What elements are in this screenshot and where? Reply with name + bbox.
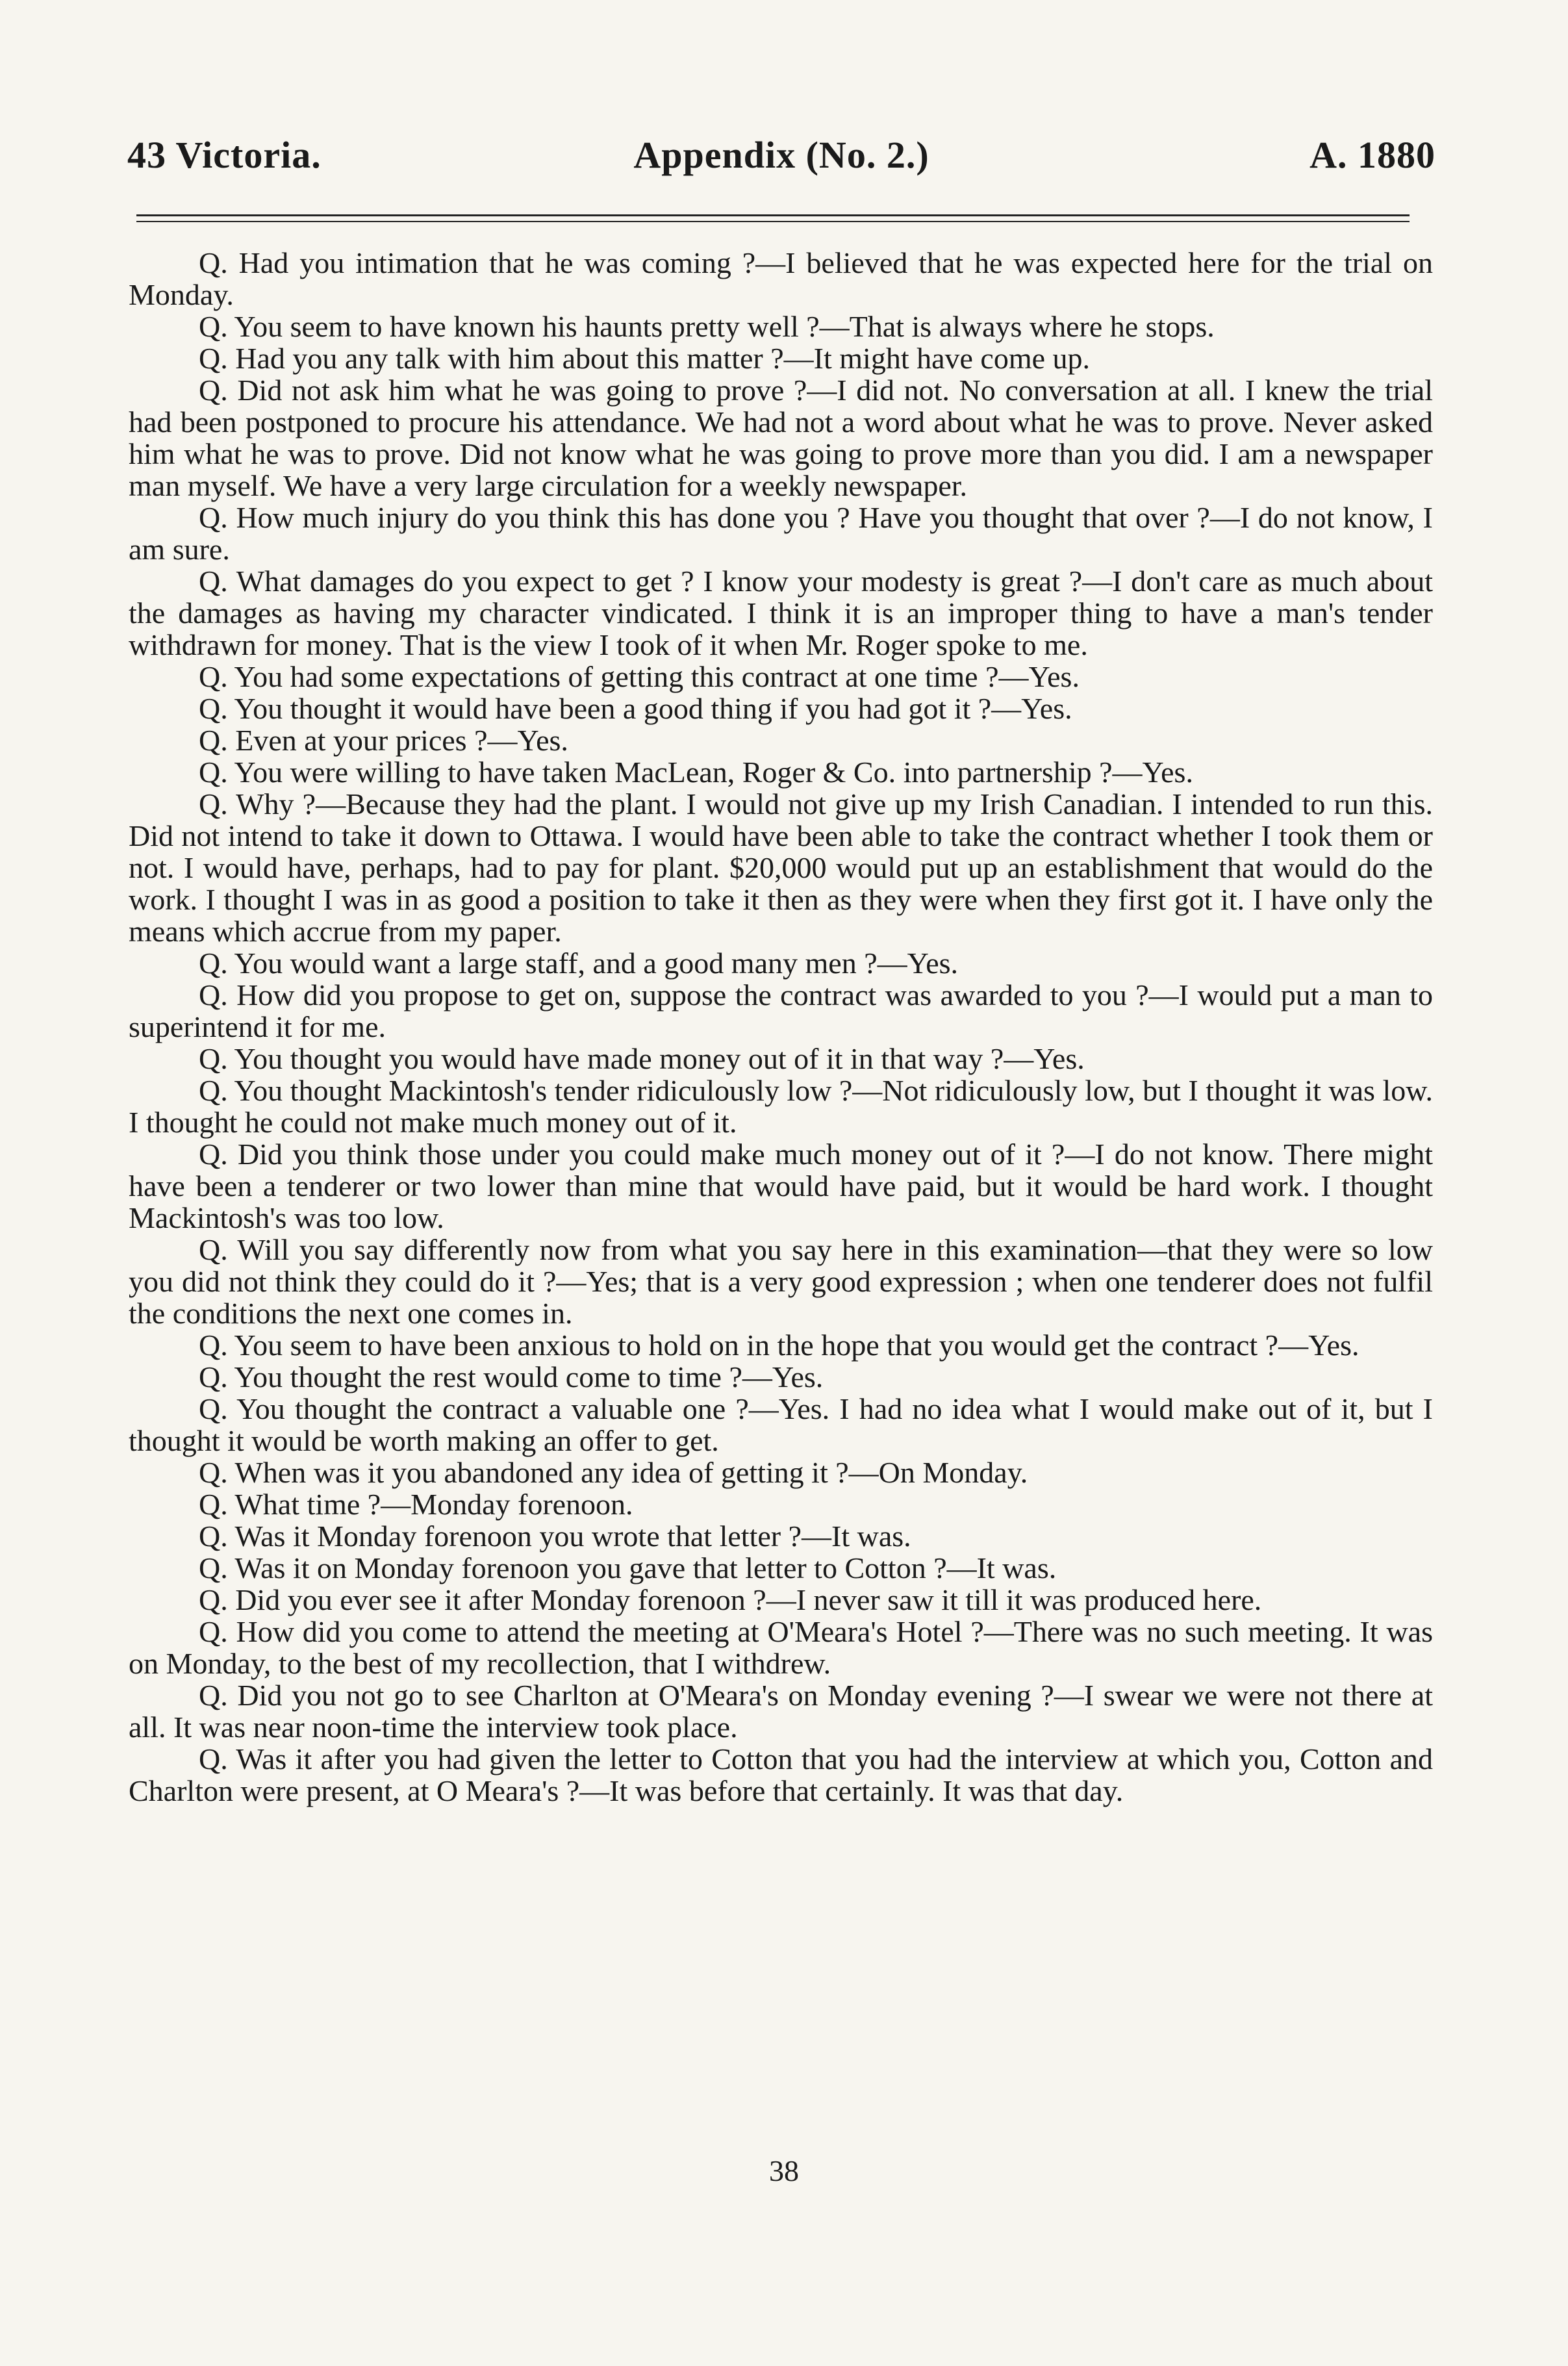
paragraph: Q. Even at your prices ?—Yes. [199,724,568,757]
paragraph: Q. How did you come to attend the meeting at O'Meara's Hotel ?—There was no such meeting. It was on Monday, to the best of my recollection, that I withdrew. [129,1615,1433,1680]
paragraph: Q. Did you ever see it after Monday forenoon ?—I never saw it till it was produced here. [199,1583,1262,1616]
testimony-text [129,247,1433,1807]
paragraph: Q. How much injury do you think this has done you ? Have you thought that over ?—I do not know, I am sure. [129,501,1433,566]
header-year: A. 1880 [1309,134,1435,176]
paragraph: Q. You were willing to have taken MacLean, Roger & Co. into partnership ?—Yes. [199,756,1193,789]
paragraph: Q. You seem to have known his haunts pretty well ?—That is always where he stops. [199,310,1215,343]
paragraph: Q. Did you think those under you could make much money out of it ?—I do not know. There might have been a tenderer or two lower than mine that would have paid, but it would be hard work. I thought Mackintosh's was too low. [129,1138,1433,1234]
paragraph: Q. You seem to have been anxious to hold on in the hope that you would get the contract ?—Yes. [199,1329,1359,1362]
paragraph: Q. You would want a large staff, and a good many men ?—Yes. [199,947,959,980]
page-number: 38 [769,2154,799,2187]
paragraph: Q. Was it after you had given the letter to Cotton that you had the interview at which you, Cotton and Charlton were present, at O Meara's ?—It was before that certainly. It was that day. [129,1742,1433,1807]
paragraph: Q. You thought the rest would come to time ?—Yes. [199,1360,824,1393]
header-session: 43 Victoria. [127,134,322,176]
paragraph: Q. When was it you abandoned any idea of getting it ?—On Monday. [199,1456,1028,1489]
header-appendix: Appendix (No. 2.) [633,134,929,176]
paragraph: Q. How did you propose to get on, suppose the contract was awarded to you ?—I would put a man to superintend it for me. [129,978,1433,1043]
paragraph: Q. You had some expectations of getting this contract at one time ?—Yes. [199,660,1080,693]
header-rule-bottom [136,221,1410,222]
paragraph: Q. Was it on Monday forenoon you gave that letter to Cotton ?—It was. [199,1551,1057,1584]
paragraph: Q. Had you any talk with him about this matter ?—It might have come up. [199,342,1091,375]
paragraph: Q. You thought you would have made money out of it in that way ?—Yes. [199,1042,1085,1075]
paragraph: Q. You thought it would have been a good thing if you had got it ?—Yes. [199,692,1072,725]
paragraph: Q. Will you say differently now from what you say here in this examination—that they were so low you did not think they could do it ?—Yes; that is a very good expression ; when one tenderer does not fulfil the conditions the next one comes in. [129,1233,1433,1330]
paragraph: Q. Was it Monday forenoon you wrote that letter ?—It was. [199,1520,911,1553]
paragraph: Q. Did you not go to see Charlton at O'Meara's on Monday evening ?—I swear we were not there at all. It was near noon-time the interview took place. [129,1679,1433,1744]
paragraph: Q. Did not ask him what he was going to prove ?—I did not. No conversation at all. I knew the trial had been postponed to procure his attendance. We had not a word about what he was to prove. Never asked him what he was to prove. Did not know what he was going to prove more than you did. I am a newspaper man myself. We have a very large circulation for a weekly newspaper. [129,374,1433,502]
paragraph: Q. What damages do you expect to get ? I know your modesty is great ?—I don't care as much about the damages as having my character vindicated. I think it is an improper thing to have a man's tender withdrawn for money. That is the view I took of it when Mr. Roger spoke to me. [129,565,1433,661]
paragraph: Q. What time ?—Monday forenoon. [199,1488,633,1521]
paragraph: Q. You thought Mackintosh's tender ridiculously low ?—Not ridiculously low, but I thought it was low. I thought he could not make much money out of it. [129,1074,1433,1139]
header-rule-top [136,214,1410,216]
paragraph: Q. You thought the contract a valuable one ?—Yes. I had no idea what I would make out of it, but I thought it would be worth making an offer to get. [129,1392,1433,1457]
paragraph: Q. Had you intimation that he was coming ?—I believed that he was expected here for the trial on Monday. [129,246,1433,311]
running-header [127,133,1435,192]
paragraph: Q. Why ?—Because they had the plant. I would not give up my Irish Canadian. I intended to run this. Did not intend to take it down to Ottawa. I would have been able to take the contract whether I took them or not. I would have, perhaps, had to pay for plant. $20,000 would put up an establishment that would do the work. I thought I was in as good a position to take it then as they were when they first got it. I have only the means which accrue from my paper. [129,787,1433,948]
